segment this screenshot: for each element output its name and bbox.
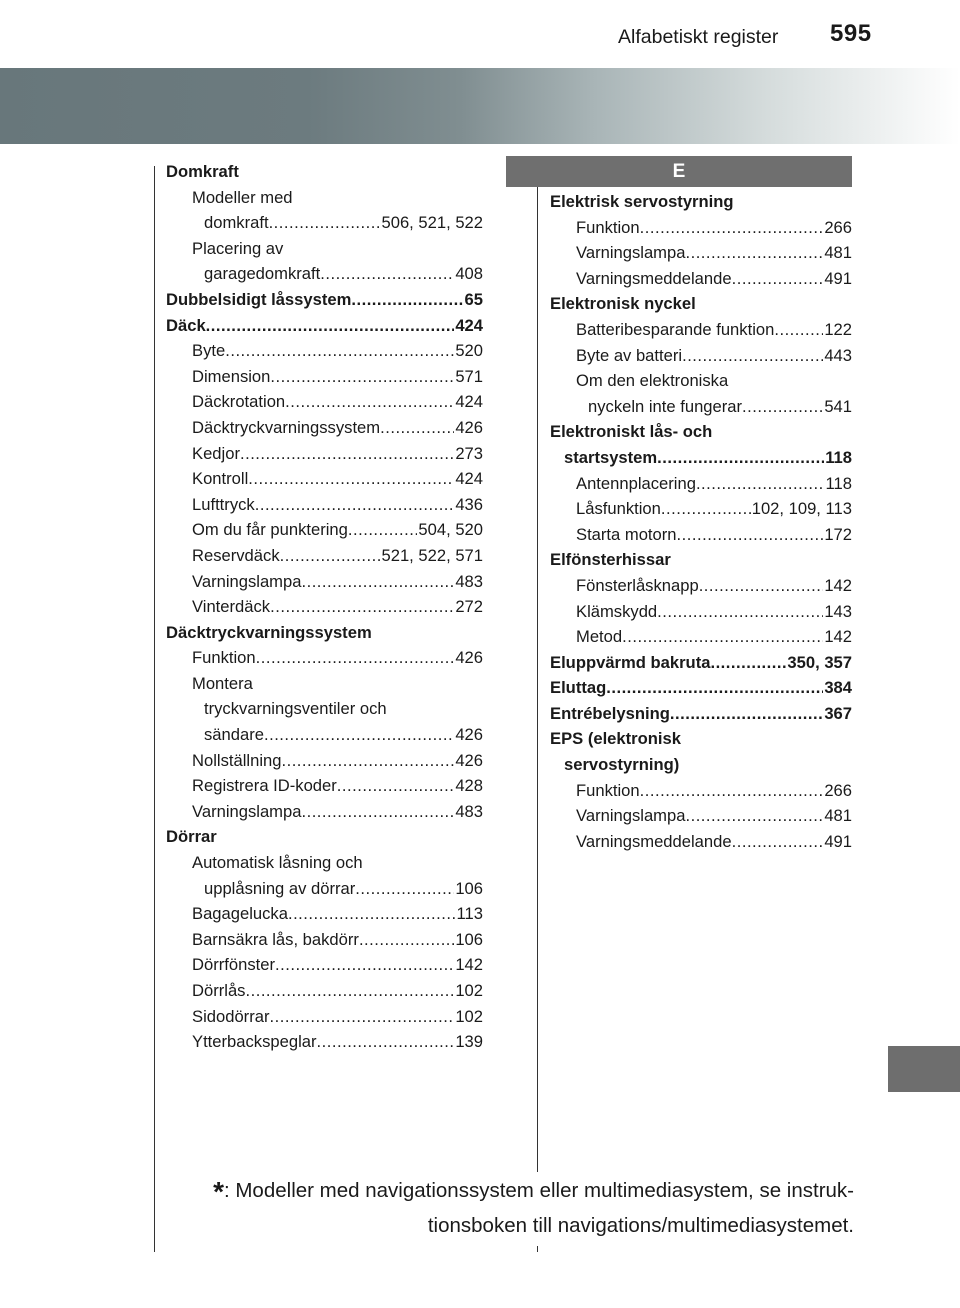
index-entry-text: Byte av batteri: [576, 345, 683, 365]
index-entry-text: Elektroniskt lås- och: [550, 422, 713, 442]
index-entry: [166, 313, 483, 339]
index-entry: [166, 261, 483, 287]
index-entry: [166, 952, 483, 978]
index-entry: [550, 189, 852, 215]
dot-leader: [742, 394, 823, 420]
index-entry-page: 118: [825, 447, 852, 467]
index-entry: [166, 594, 483, 620]
index-entry: [550, 368, 852, 394]
index-entry-page: 106: [455, 878, 483, 898]
dot-leader: [280, 543, 381, 569]
dot-leader: [264, 722, 454, 748]
dot-leader: [281, 748, 454, 774]
dot-leader: [732, 829, 824, 855]
index-entry-text: Vinterdäck: [192, 597, 271, 617]
index-entry-page: 142: [824, 627, 852, 647]
dot-leader: [351, 287, 463, 313]
index-entry-page: 102, 109, 113: [751, 499, 852, 519]
index-entry-text: startsystem: [564, 447, 658, 467]
index-entry-page: 384: [824, 678, 852, 698]
dot-leader: [320, 261, 454, 287]
index-entry-text: Elektrisk servostyrning: [550, 192, 734, 211]
index-entry-text: Elfönsterhissar: [550, 550, 671, 570]
index-entry: [550, 778, 852, 804]
index-entry-text: Elektronisk nyckel: [550, 294, 696, 314]
index-entry: [166, 466, 483, 492]
dot-leader: [288, 901, 456, 927]
index-entry: [166, 1004, 483, 1030]
dot-leader: [682, 343, 823, 369]
index-entry-page: 113: [456, 904, 483, 924]
index-entry-text: Varningslampa: [192, 801, 302, 821]
index-entry-text: Funktion: [576, 780, 640, 800]
footnote-line-1: [190, 1174, 854, 1209]
index-entry-page: 142: [455, 955, 483, 975]
index-entry: [550, 419, 852, 445]
index-entry: [166, 185, 483, 211]
index-entry: [166, 696, 483, 722]
index-entry: [550, 317, 852, 343]
index-entry-text: Om den elektroniska: [576, 371, 729, 391]
dot-leader: [285, 389, 454, 415]
index-entry-text: Registrera ID-koder: [192, 776, 337, 796]
dot-leader: [245, 978, 454, 1004]
index-entry: [550, 547, 852, 573]
index-entry-page: 408: [455, 264, 483, 284]
dot-leader: [269, 210, 381, 236]
index-entry-text: Automatisk låsning och: [192, 853, 363, 873]
index-entry-text: Eluttag: [550, 678, 607, 698]
index-entry: [550, 240, 852, 266]
index-entry: [166, 210, 483, 236]
index-entry-page: 504, 520: [418, 520, 483, 540]
index-entry-text: Montera: [192, 673, 253, 693]
index-entry-page: 483: [455, 801, 483, 821]
letter-band: E: [506, 156, 852, 187]
index-entry-page: 481: [824, 243, 852, 263]
dot-leader: [606, 675, 823, 701]
index-entry: [166, 671, 483, 697]
dot-leader: [359, 927, 454, 953]
index-entry-text: nyckeln inte fungerar: [588, 396, 743, 416]
dot-leader: [732, 266, 824, 292]
index-entry: [550, 829, 852, 855]
index-entry-page: 272: [455, 597, 483, 617]
index-entry-page: 424: [455, 315, 483, 335]
index-entry-text: Byte: [192, 341, 226, 361]
index-entry-text: Ytterbackspeglar: [192, 1032, 317, 1052]
dot-leader: [256, 645, 455, 671]
index-entry-text: Däckrotation: [192, 392, 286, 412]
index-entry-page: 122: [824, 319, 852, 339]
footnote: [190, 1174, 854, 1243]
index-entry-page: 65: [464, 289, 483, 309]
index-entry-text: sändare: [204, 725, 264, 745]
index-entry-text: Domkraft: [166, 162, 239, 181]
index-entry-text: Starta motorn: [576, 524, 677, 544]
index-entry-text: garagedomkraft: [204, 264, 321, 284]
index-entry-page: 426: [455, 725, 483, 745]
index-entry: [166, 492, 483, 518]
index-column-left: [166, 159, 483, 1055]
index-entry-text: Funktion: [576, 217, 640, 237]
dot-leader: [657, 445, 824, 471]
dot-leader: [685, 240, 823, 266]
index-entry: [166, 517, 483, 543]
index-entry-page: 266: [824, 780, 852, 800]
index-entry-page: 424: [455, 392, 483, 412]
index-entry: [550, 701, 852, 727]
index-entry-text: Funktion: [192, 648, 256, 668]
dot-leader: [270, 364, 454, 390]
index-entry: [166, 773, 483, 799]
index-entry-text: Dubbelsidigt låssystem: [166, 289, 352, 309]
index-entry-text: Eluppvärmd bakruta: [550, 652, 711, 672]
index-entry-text: Däck: [166, 315, 206, 335]
index-entry: [166, 645, 483, 671]
index-entry-text: Nollställning: [192, 750, 282, 770]
index-entry: [166, 287, 483, 313]
index-entry: [166, 748, 483, 774]
dot-leader: [670, 701, 823, 727]
index-entry-page: 520: [455, 341, 483, 361]
index-entry-page: 143: [824, 601, 852, 621]
index-entry-page: 481: [824, 806, 852, 826]
index-entry: [550, 394, 852, 420]
dot-leader: [255, 492, 455, 518]
dot-leader: [661, 496, 751, 522]
dot-leader: [270, 594, 454, 620]
index-entry-page: 118: [825, 473, 852, 493]
dot-leader: [337, 773, 455, 799]
index-entry-page: 483: [455, 571, 483, 591]
index-entry-page: 541: [824, 396, 852, 416]
index-entry-page: 367: [824, 703, 852, 723]
index-entry: [166, 824, 483, 850]
index-entry-text: Antennplacering: [576, 473, 696, 493]
side-thumb-tab: [888, 1046, 960, 1092]
index-entry-page: 142: [824, 575, 852, 595]
index-entry-text: Dörrar: [166, 827, 217, 847]
index-entry-text: Placering av: [192, 238, 284, 258]
index-entry: [550, 215, 852, 241]
index-entry-text: domkraft: [204, 213, 269, 233]
index-entry: [550, 752, 852, 778]
index-entry-page: 350, 357: [787, 652, 852, 672]
dot-leader: [225, 338, 454, 364]
dot-leader: [206, 313, 455, 339]
dot-leader: [657, 599, 823, 625]
dot-leader: [622, 624, 823, 650]
index-entry-page: 491: [824, 268, 852, 288]
index-entry-text: Dörrlås: [192, 981, 246, 1000]
index-entry-text: tryckvarningsventiler och: [204, 699, 387, 719]
index-entry: [166, 876, 483, 902]
index-entry: [550, 291, 852, 317]
index-entry: [550, 675, 852, 701]
dot-leader: [640, 215, 824, 241]
index-entry-page: 102: [455, 981, 483, 1000]
index-entry: [166, 620, 483, 646]
index-entry: [166, 236, 483, 262]
dot-leader: [355, 876, 454, 902]
index-entry: [550, 496, 852, 522]
index-entry-text: Modeller med: [192, 187, 293, 207]
dot-leader: [275, 952, 454, 978]
index-entry: [550, 803, 852, 829]
index-entry-page: 102: [455, 1006, 483, 1026]
index-entry: [166, 1029, 483, 1055]
index-entry-page: 106: [455, 929, 483, 949]
index-entry-text: Varningslampa: [192, 571, 302, 591]
index-entry-page: 491: [824, 831, 852, 851]
index-entry-text: Sidodörrar: [192, 1006, 270, 1026]
index-entry: [550, 573, 852, 599]
index-entry: [166, 441, 483, 467]
index-entry-text: Metod: [576, 627, 623, 647]
dot-leader: [640, 778, 824, 804]
section-title: Alfabetiskt register: [618, 26, 779, 48]
index-entry-text: Kedjor: [192, 443, 240, 463]
index-column-right: [550, 189, 852, 854]
left-rule: [154, 166, 155, 1252]
index-entry-text: Kontroll: [192, 469, 249, 489]
index-entry: [166, 850, 483, 876]
index-entry-text: Entrébelysning: [550, 703, 670, 723]
index-entry: [166, 159, 483, 185]
index-entry-page: 426: [455, 417, 483, 437]
index-entry: [166, 569, 483, 595]
dot-leader: [696, 471, 825, 497]
index-entry-text: EPS (elektronisk: [550, 729, 681, 749]
index-entry-text: Varningsmeddelande: [576, 831, 732, 851]
dot-leader: [240, 441, 454, 467]
index-entry-text: Varningslampa: [576, 243, 686, 263]
dot-leader: [348, 517, 418, 543]
index-entry-page: 443: [824, 345, 852, 365]
header-band: [0, 68, 960, 144]
index-entry: [166, 901, 483, 927]
index-entry-page: 139: [455, 1032, 483, 1052]
index-entry: [550, 624, 852, 650]
index-entry-text: servostyrning): [564, 755, 680, 775]
index-entry-page: 436: [455, 494, 483, 514]
index-entry: [550, 599, 852, 625]
middle-rule-tick: [537, 1246, 538, 1252]
index-entry-text: Klämskydd: [576, 601, 658, 621]
dot-leader: [269, 1004, 454, 1030]
dot-leader: [677, 522, 824, 548]
index-entry: [166, 364, 483, 390]
dot-leader: [317, 1029, 455, 1055]
index-entry: [166, 415, 483, 441]
index-entry-text: Däcktryckvarningssystem: [166, 622, 372, 642]
index-entry-page: 273: [455, 443, 483, 463]
index-entry-page: 521, 522, 571: [381, 545, 483, 565]
dot-leader: [301, 569, 454, 595]
index-entry: [166, 389, 483, 415]
middle-rule: [537, 186, 538, 1172]
footnote-text-1: : Modeller med navigationssystem eller multimediasystem, se instruk-: [223, 1179, 854, 1202]
index-entry-page: 571: [455, 366, 483, 386]
index-entry: [550, 471, 852, 497]
dot-leader: [685, 803, 823, 829]
index-entry-text: Batteribesparande funktion: [576, 319, 775, 339]
index-entry: [550, 343, 852, 369]
index-entry-text: Fönsterlåsknapp: [576, 575, 699, 595]
dot-leader: [774, 317, 823, 343]
index-entry-page: 506, 521, 522: [381, 213, 483, 233]
index-entry-page: 426: [455, 648, 483, 668]
index-entry: [166, 543, 483, 569]
index-entry-page: 266: [824, 217, 852, 237]
index-entry-page: 428: [455, 776, 483, 796]
footnote-text-2: tionsboken till navigations/multimediasystemet.: [427, 1214, 854, 1237]
index-entry: [550, 445, 852, 471]
dot-leader: [301, 799, 454, 825]
index-entry-page: 424: [455, 469, 483, 489]
page-number: 595: [830, 20, 872, 47]
index-entry-text: Dimension: [192, 366, 271, 386]
index-entry-text: Däcktryckvarningssystem: [192, 417, 381, 437]
index-entry-text: Reservdäck: [192, 545, 280, 565]
footnote-marker: *: [213, 1176, 224, 1207]
index-entry-text: Lufttryck: [192, 494, 255, 514]
index-entry: [550, 266, 852, 292]
index-entry-text: Dörrfönster: [192, 955, 275, 975]
index-entry-text: Om du får punktering: [192, 520, 348, 540]
index-entry: [550, 726, 852, 752]
index-entry-text: Barnsäkra lås, bakdörr: [192, 929, 359, 949]
index-entry: [166, 927, 483, 953]
index-entry-text: Bagagelucka: [192, 904, 288, 924]
index-entry: [166, 978, 483, 1004]
index-entry-text: Låsfunktion: [576, 499, 661, 519]
dot-leader: [699, 573, 824, 599]
index-entry-text: upplåsning av dörrar: [204, 878, 356, 898]
dot-leader: [710, 650, 786, 676]
index-entry-text: Varningsmeddelande: [576, 268, 732, 288]
dot-leader: [248, 466, 454, 492]
index-entry: [166, 338, 483, 364]
dot-leader: [380, 415, 454, 441]
index-entry: [550, 650, 852, 676]
index-entry-text: Varningslampa: [576, 806, 686, 826]
index-entry: [166, 799, 483, 825]
index-entry-page: 426: [455, 750, 483, 770]
index-entry: [166, 722, 483, 748]
index-entry-page: 172: [824, 524, 852, 544]
index-entry: [550, 522, 852, 548]
